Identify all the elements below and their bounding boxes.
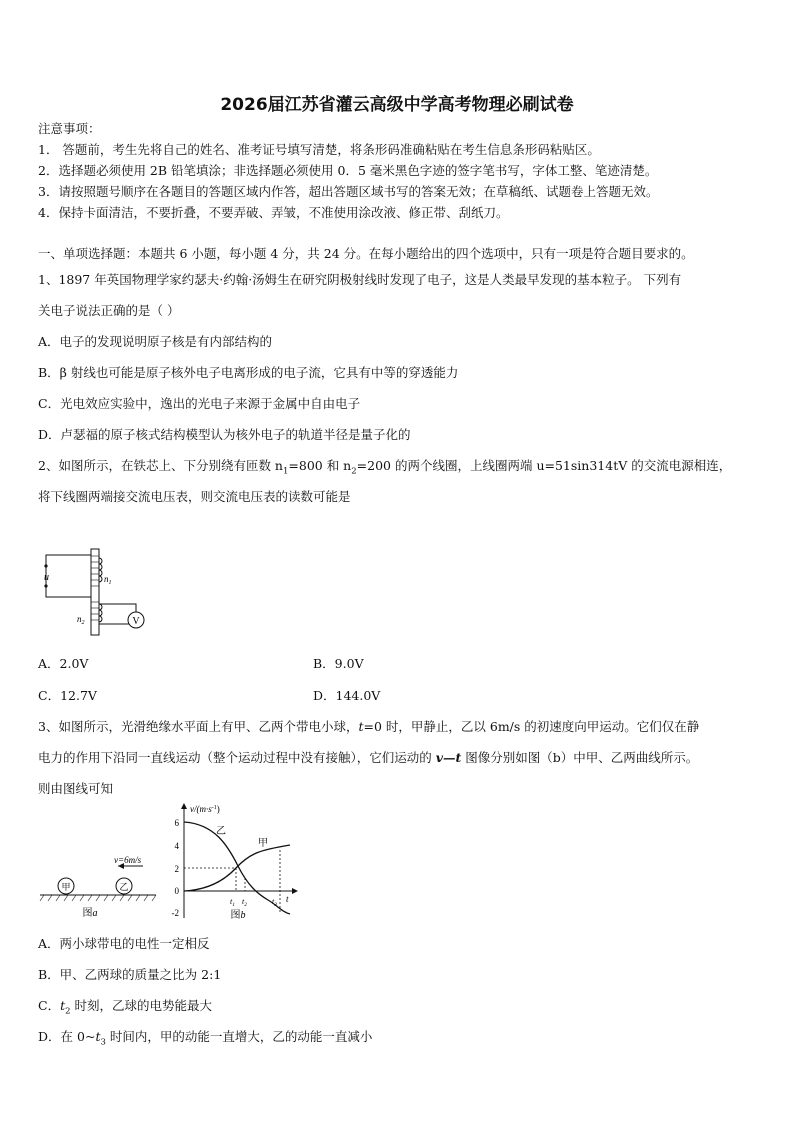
section-heading: 一、单项选择题：本题共 6 小题，每小题 4 分，共 24 分。在每小题给出的四个选项中，只有一项是符合题目要求的。 xyxy=(38,246,694,261)
q1-option-c: C．光电效应实验中，逸出的光电子来源于金属中自由电子 xyxy=(38,396,361,411)
y-tick: -2 xyxy=(171,908,179,918)
figure-b-vt-graph xyxy=(160,800,310,924)
figure-a-balls xyxy=(38,850,158,920)
q2-option-d: D．144.0V xyxy=(313,688,381,703)
q1-stem-cont: 关电子说法正确的是（ ） xyxy=(38,303,180,318)
figure-a-caption: 图a xyxy=(82,908,98,919)
n1-label: $n_1$ xyxy=(104,574,112,586)
x-axis-label: t xyxy=(286,894,289,904)
y-tick: 0 xyxy=(174,886,179,896)
q2-option-b: B．9.0V xyxy=(313,656,364,671)
curve-jia xyxy=(184,845,290,891)
voltmeter-label: V xyxy=(132,616,140,627)
q3-stem-cont: 电力的作用下沿同一直线运动（整个运动过程中没有接触），它们运动的 v—t 图像分别如图（b）中甲、乙两曲线所示。 xyxy=(38,750,699,765)
y-tick: 4 xyxy=(174,841,179,851)
q1-stem: 1、1897 年英国物理学家约瑟夫·约翰·汤姆生在研究阴极射线时发现了电子，这是人类最早发现的基本粒子。 下列有 xyxy=(38,272,682,287)
q1-option-d: D．卢瑟福的原子核式结构模型认为核外电子的轨道半径是量子化的 xyxy=(38,427,411,442)
figure-b-caption: 图b xyxy=(230,910,246,921)
ball-yi-label: 乙 xyxy=(119,882,129,892)
y-tick: 6 xyxy=(174,818,179,828)
notice-item: 3．请按照题号顺序在各题目的答题区域内作答，超出答题区域书写的答案无效；在草稿纸、试题卷上答题无效。 xyxy=(38,184,659,199)
q1-option-a: A．电子的发现说明原子核是有内部结构的 xyxy=(38,334,273,349)
notice-item: 1． 答题前，考生先将自己的姓名、准考证号填写清楚，将条形码准确粘贴在考生信息条形码粘贴区。 xyxy=(38,142,600,157)
q3-option-d: D．在 $0\sim t_3$ 时间内，甲的动能一直增大，乙的动能一直减小 xyxy=(38,1029,373,1048)
transformer-figure xyxy=(36,544,156,640)
source-u-label: u xyxy=(44,572,49,583)
ball-jia-label: 甲 xyxy=(61,882,71,892)
page-title: 2026届江苏省灌云高级中学高考物理必刷试卷 xyxy=(220,95,574,115)
t1-label: $t_1$ xyxy=(230,897,235,908)
q3-option-c: C．$t_2$ 时刻，乙球的电势能最大 xyxy=(38,998,213,1017)
q3-option-a: A．两小球带电的电性一定相反 xyxy=(38,936,210,951)
q2-option-a: A．2.0V xyxy=(38,656,89,671)
q1-option-b: B．β 射线也可能是原子核外电子电离形成的电子流，它具有中等的穿透能力 xyxy=(38,365,459,380)
curve-yi-label: 乙 xyxy=(216,826,226,837)
speed-label: v=6m/s xyxy=(114,855,142,865)
notice-item: 2．选择题必须使用 2B 铅笔填涂；非选择题必须使用 0．5 毫米黑色字迹的签字笔书写，字体工整、笔迹清楚。 xyxy=(38,163,658,178)
curve-jia-label: 甲 xyxy=(258,838,268,849)
q3-stem: 3、如图所示，光滑绝缘水平面上有甲、乙两个带电小球，t=0 时，甲静止，乙以 6m/s 的初速度向甲运动。它们仅在静 xyxy=(38,719,700,734)
q3-stem-end: 则由图线可知 xyxy=(38,781,114,796)
notice-heading: 注意事项： xyxy=(38,121,101,136)
y-axis-label: $v/(m\cdot s^{-1})$ xyxy=(190,804,220,814)
y-tick: 2 xyxy=(174,864,179,874)
t2-label: $t_2$ xyxy=(242,897,247,908)
t3-label: $t_3$ xyxy=(272,897,277,908)
q2-stem: 2、如图所示，在铁芯上、下分别绕有匝数 $n_1=800$ 和 $n_2=200$ 的两个线圈，上线圈两端 u=51sin314tV 的交流电源相连， xyxy=(38,458,732,477)
notice-item: 4．保持卡面清洁，不要折叠，不要弄破、弄皱，不准使用涂改液、修正带、刮纸刀。 xyxy=(38,205,509,220)
q2-stem-cont: 将下线圈两端接交流电压表，则交流电压表的读数可能是 xyxy=(38,489,351,504)
n2-label: $n_2$ xyxy=(77,614,85,626)
q2-option-c: C．12.7V xyxy=(38,688,97,703)
q3-option-b: B．甲、乙两球的质量之比为 2:1 xyxy=(38,967,222,982)
